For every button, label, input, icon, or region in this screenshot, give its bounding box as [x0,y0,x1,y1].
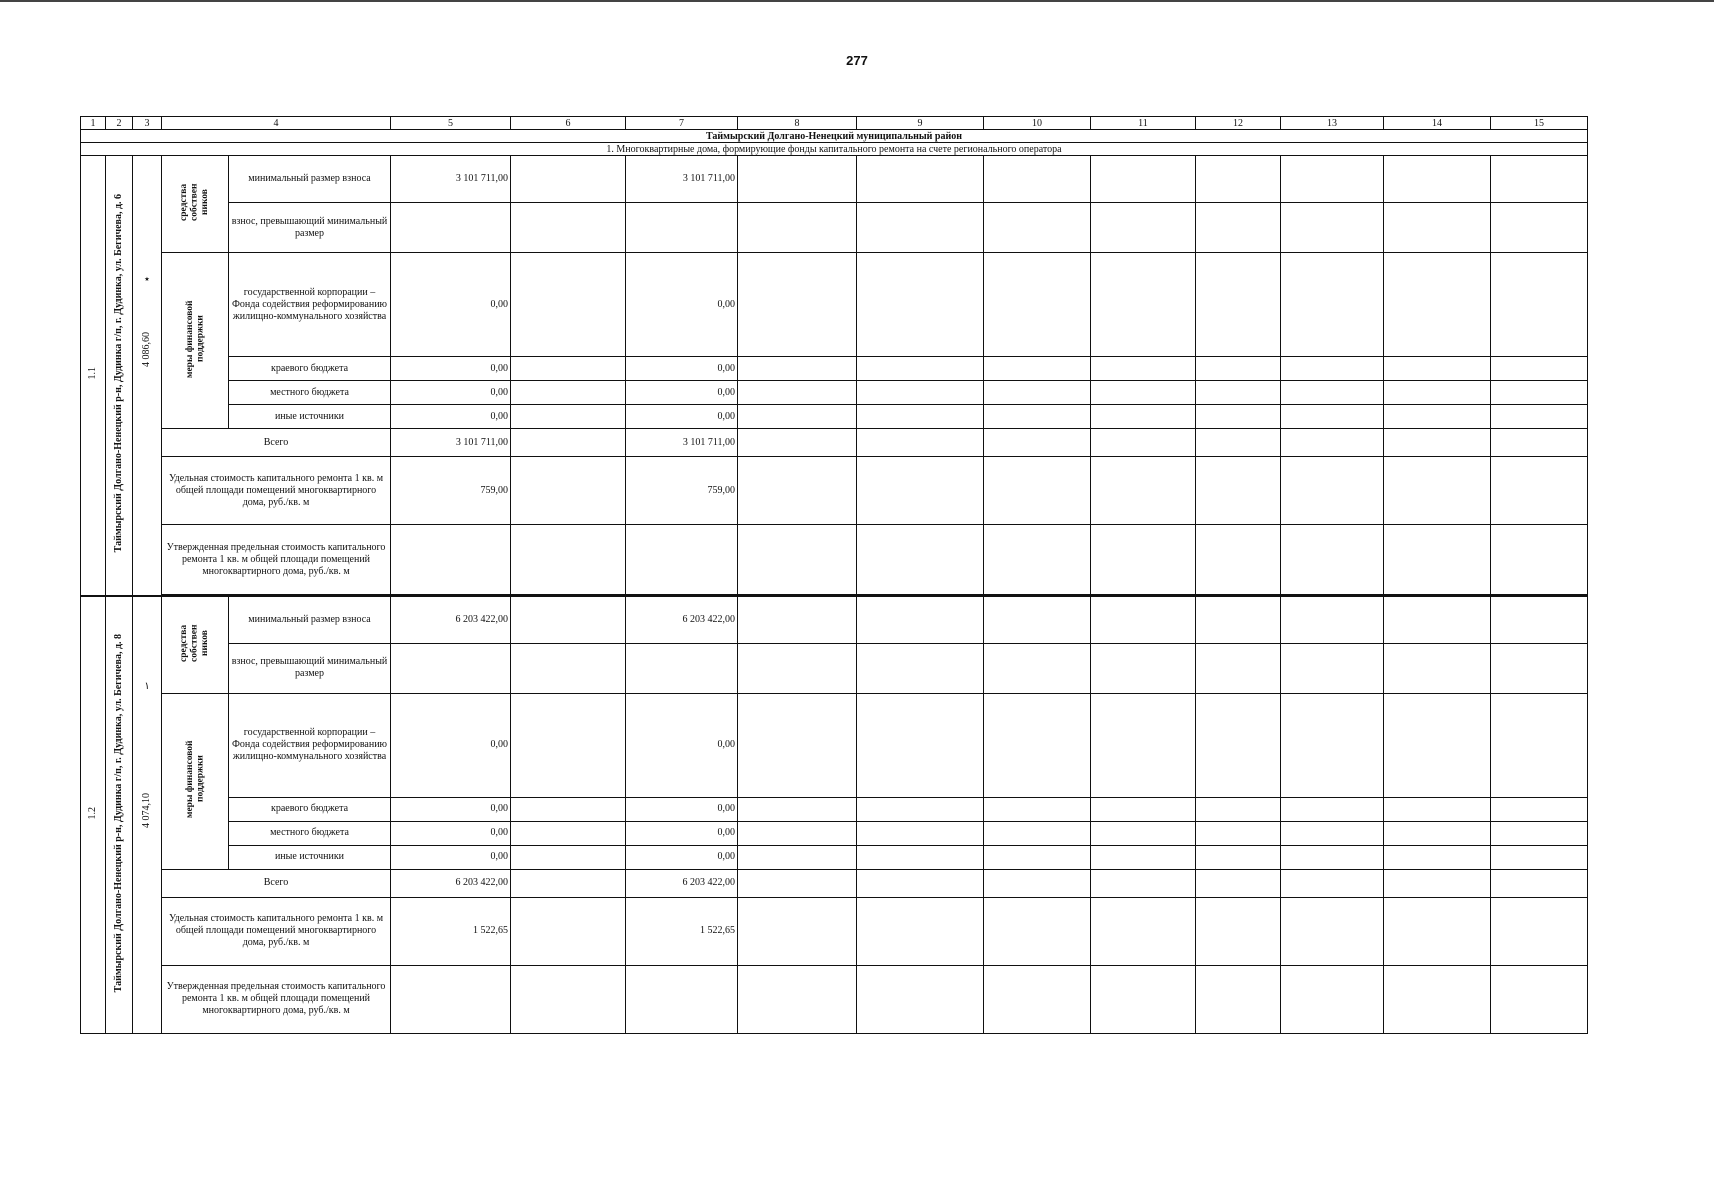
cell-c7: 759,00 [626,457,738,525]
row-area: ٭ 4 086,60 [133,156,162,597]
cell-c5: 759,00 [391,457,511,525]
table-row [81,405,1588,429]
table-row [81,525,1588,595]
cell-c7: 3 101 711,00 [626,156,738,203]
table-row [81,643,1588,693]
min-contribution-label: минимальный размер взноса [229,596,391,643]
table-row [81,253,1588,357]
cell-c5: 0,00 [391,821,511,845]
table-row [81,457,1588,525]
other-sources-label: иные источники [229,845,391,869]
row-address: Таймырский Долгано-Ненецкий р-н, Дудинка г/п, г. Дудинка, ул. Бегичева, д. 8 [106,596,133,1034]
section-row [81,143,1588,156]
state-corp-label: государственной корпорации – Фонда содействия реформированию жилищно-коммунального хозяйства [229,693,391,797]
support-measures-label: меры финансовой поддержки [162,253,229,429]
cell-c7: 6 203 422,00 [626,869,738,897]
over-min-label: взнос, превышающий минимальный размер [229,643,391,693]
row-area: ١ 4 074,10 [133,596,162,1034]
cell-c5: 3 101 711,00 [391,156,511,203]
max-cost-label: Утвержденная предельная стоимость капитального ремонта 1 кв. м общей площади помещений многоквартирного дома, руб./кв. м [162,965,391,1033]
col-num: 7 [626,117,738,130]
district-title: Таймырский Долгано-Ненецкий муниципальный район [81,130,1588,143]
cell-c7: 0,00 [626,797,738,821]
owners-funds-label: средства собствен ников [162,596,229,693]
col-num: 3 [133,117,162,130]
row-mark: ١ [144,681,150,692]
district-row [81,130,1588,143]
col-num: 13 [1281,117,1384,130]
register-table [80,116,1588,1034]
col-num: 1 [81,117,106,130]
cell-c6 [511,156,626,203]
section-title: 1. Многоквартирные дома, формирующие фонды капитального ремонта на счете регионального оператора [81,143,1588,156]
regional-budget-label: краевого бюджета [229,357,391,381]
table-row [81,965,1588,1033]
max-cost-label: Утвержденная предельная стоимость капитального ремонта 1 кв. м общей площади помещений многоквартирного дома, руб./кв. м [162,525,391,595]
cell-c5: 6 203 422,00 [391,869,511,897]
col-num: 10 [984,117,1091,130]
page-number: 277 [846,53,868,68]
cell-c5: 0,00 [391,845,511,869]
cell-c7: 0,00 [626,381,738,405]
cell-c5: 6 203 422,00 [391,596,511,643]
table-row [81,897,1588,965]
cell-c7: 0,00 [626,845,738,869]
cell-c7: 0,00 [626,405,738,429]
cell-c5: 0,00 [391,253,511,357]
col-num: 14 [1384,117,1491,130]
cell-c5: 0,00 [391,797,511,821]
column-number-row [81,117,1588,130]
total-label: Всего [162,429,391,457]
cell-c5: 0,00 [391,381,511,405]
cell-c7: 6 203 422,00 [626,596,738,643]
over-min-label: взнос, превышающий минимальный размер [229,203,391,253]
local-budget-label: местного бюджета [229,381,391,405]
cell-c7: 0,00 [626,821,738,845]
col-num: 8 [738,117,857,130]
table-row [81,381,1588,405]
table-row [81,821,1588,845]
row-id: 1.2 [81,596,106,1034]
col-num: 12 [1196,117,1281,130]
cell-c7: 0,00 [626,357,738,381]
cell-c7: 0,00 [626,253,738,357]
col-num: 4 [162,117,391,130]
col-num: 5 [391,117,511,130]
col-num: 6 [511,117,626,130]
unit-cost-label: Удельная стоимость капитального ремонта 1 кв. м общей площади помещений многоквартирного дома, руб./кв. м [162,897,391,965]
cell-c5: 0,00 [391,405,511,429]
table-row [81,357,1588,381]
total-label: Всего [162,869,391,897]
state-corp-label: государственной корпорации – Фонда содействия реформированию жилищно-коммунального хозяйства [229,253,391,357]
col-num: 2 [106,117,133,130]
table-row [81,203,1588,253]
cell-c7: 1 522,65 [626,897,738,965]
cell-c5: 1 522,65 [391,897,511,965]
support-measures-label: меры финансовой поддержки [162,693,229,869]
row-id: 1.1 [81,156,106,597]
table-row [81,869,1588,897]
other-sources-label: иные источники [229,405,391,429]
cell-c7: 3 101 711,00 [626,429,738,457]
owners-funds-label: средства собствен ников [162,156,229,253]
table-row [81,156,1588,203]
regional-budget-label: краевого бюджета [229,797,391,821]
local-budget-label: местного бюджета [229,821,391,845]
cell-c5: 0,00 [391,357,511,381]
cell-c7: 0,00 [626,693,738,797]
col-num: 11 [1091,117,1196,130]
col-num: 9 [857,117,984,130]
cell-c5: 0,00 [391,693,511,797]
row-address: Таймырский Долгано-Ненецкий р-н, Дудинка г/п, г. Дудинка, ул. Бегичева, д. 6 [106,156,133,597]
min-contribution-label: минимальный размер взноса [229,156,391,203]
col-num: 15 [1491,117,1588,130]
table-row [81,845,1588,869]
table-row [81,429,1588,457]
table-row [81,797,1588,821]
table-row [81,693,1588,797]
table-row [81,596,1588,643]
cell-c5: 3 101 711,00 [391,429,511,457]
row-mark: ٭ [144,274,150,285]
top-rule [0,0,1714,2]
unit-cost-label: Удельная стоимость капитального ремонта 1 кв. м общей площади помещений многоквартирного дома, руб./кв. м [162,457,391,525]
